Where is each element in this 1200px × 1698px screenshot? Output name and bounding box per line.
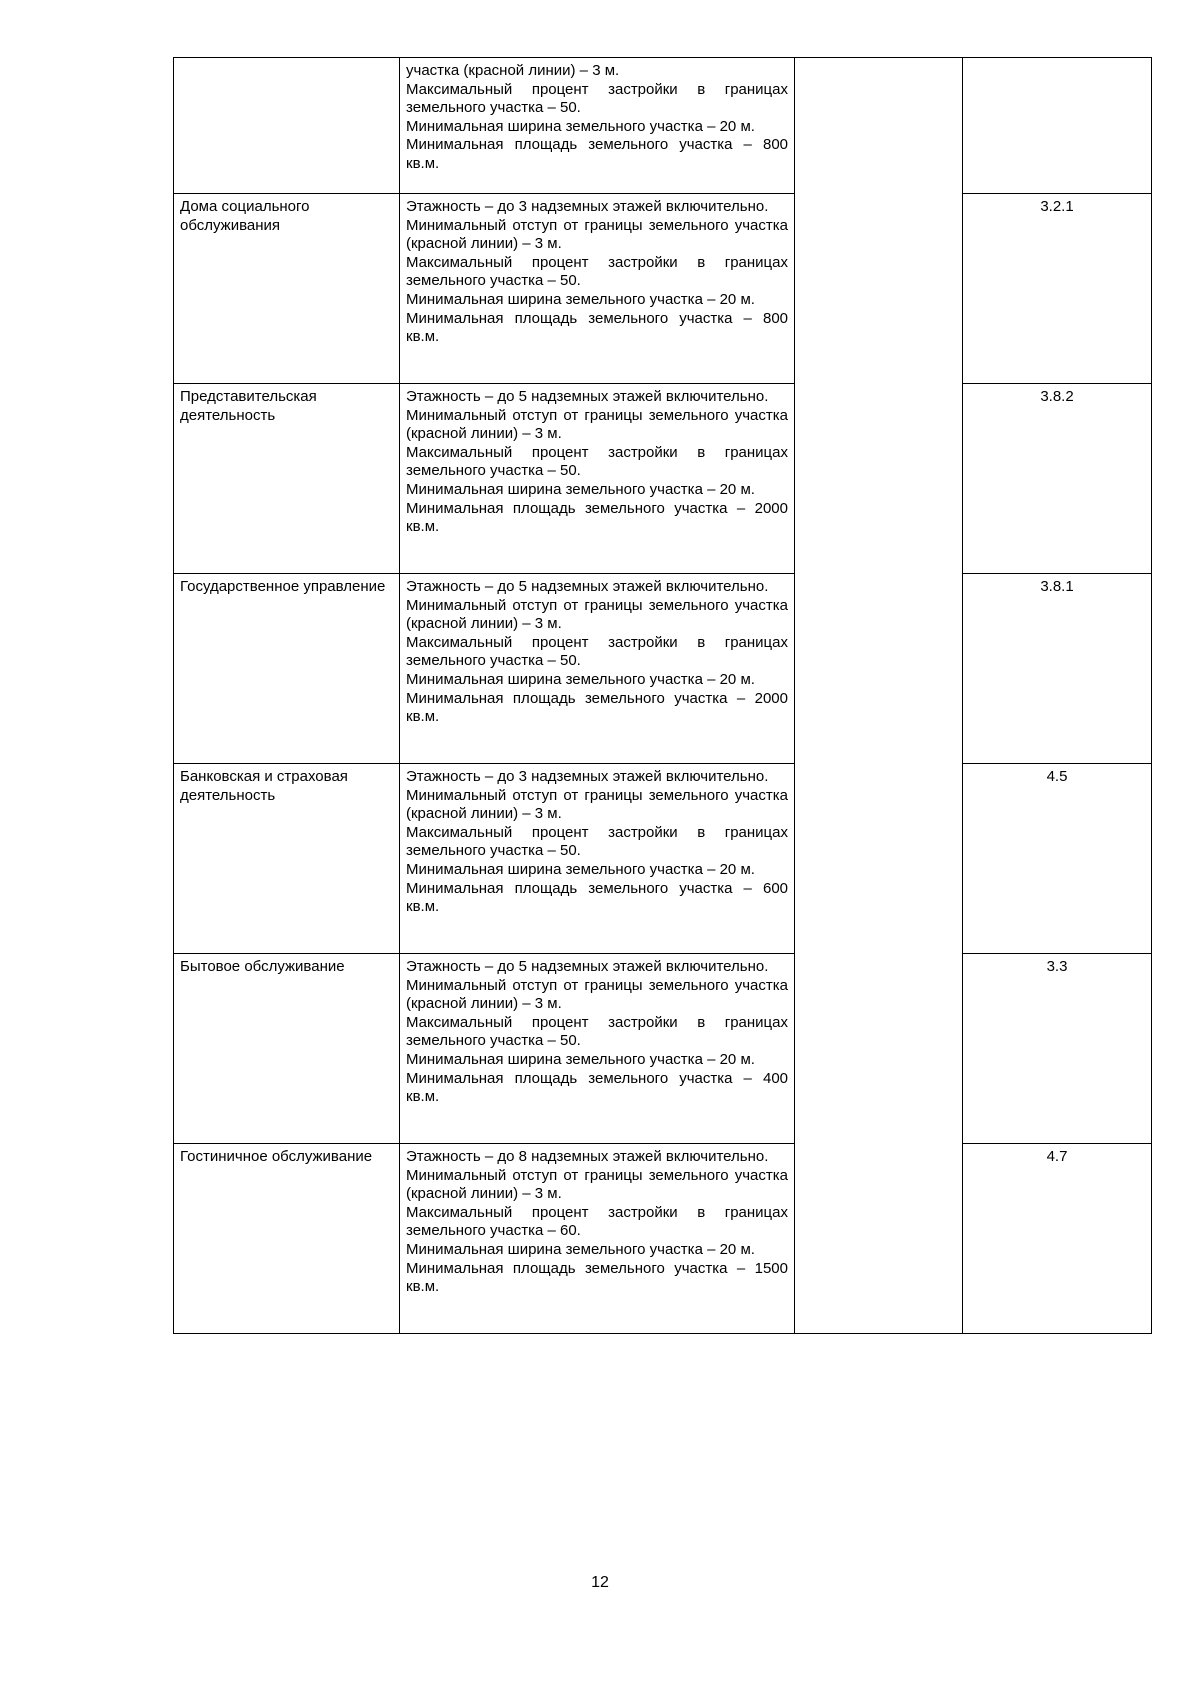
parameter-line: Этажность – до 3 надземных этажей включительно. <box>406 198 769 215</box>
parameters-cell <box>400 1144 795 1334</box>
parameter-line: Минимальная ширина земельного участка – 20 м. <box>406 290 755 308</box>
table-row <box>174 954 1152 1144</box>
parameter-line: Этажность – до 5 надземных этажей включительно. <box>406 958 769 975</box>
parameters-cell <box>400 574 795 764</box>
use-type-name: Дома социального обслуживания <box>174 194 400 384</box>
parameter-line: Минимальный отступ от границы земельного участка (красной линии) – 3 м. <box>406 786 788 823</box>
parameter-line: Минимальный отступ от границы земельного участка (красной линии) – 3 м. <box>406 596 788 633</box>
restrictions-cell <box>795 574 963 764</box>
parameter-line: Минимальная ширина земельного участка – 20 м. <box>406 860 755 878</box>
restrictions-cell <box>795 194 963 384</box>
parameter-line: Минимальный отступ от границы земельного участка (красной линии) – 3 м. <box>406 1166 788 1203</box>
table-row <box>174 764 1152 954</box>
parameters-cell <box>400 764 795 954</box>
use-type-code: 3.8.2 <box>963 384 1152 574</box>
parameter-line: Минимальная площадь земельного участка – 1500 кв.м. <box>406 1259 788 1296</box>
use-type-code: 4.7 <box>963 1144 1152 1334</box>
parameter-line: Минимальный отступ от границы земельного участка (красной линии) – 3 м. <box>406 406 788 443</box>
use-type-code: 4.5 <box>963 764 1152 954</box>
land-use-table <box>173 57 1152 1334</box>
parameters-cell <box>400 58 795 194</box>
parameter-line: Минимальная ширина земельного участка – 20 м. <box>406 480 755 498</box>
use-type-code: 3.2.1 <box>963 194 1152 384</box>
use-type-code: 3.8.1 <box>963 574 1152 764</box>
parameter-line: Минимальная площадь земельного участка – 2000 кв.м. <box>406 499 788 536</box>
parameters-cell <box>400 384 795 574</box>
parameter-line: Максимальный процент застройки в границах земельного участка – 50. <box>406 253 788 290</box>
parameter-line: Минимальная площадь земельного участка – 2000 кв.м. <box>406 689 788 726</box>
use-type-name: Государственное управление <box>174 574 400 764</box>
parameter-line: Этажность – до 5 надземных этажей включительно. <box>406 388 769 405</box>
use-type-name: Гостиничное обслуживание <box>174 1144 400 1334</box>
parameter-line: Минимальная ширина земельного участка – 20 м. <box>406 670 755 688</box>
parameter-line: Минимальная площадь земельного участка – 400 кв.м. <box>406 1069 788 1106</box>
parameter-line: Максимальный процент застройки в границах земельного участка – 50. <box>406 1013 788 1050</box>
table-row <box>174 384 1152 574</box>
parameter-line: Этажность – до 8 надземных этажей включительно. <box>406 1148 769 1165</box>
parameter-line: Минимальная ширина земельного участка – 20 м. <box>406 1240 755 1258</box>
table-row <box>174 1144 1152 1334</box>
table-row <box>174 194 1152 384</box>
parameter-line: Минимальный отступ от границы земельного участка (красной линии) – 3 м. <box>406 216 788 253</box>
restrictions-cell <box>795 1144 963 1334</box>
use-type-name: Банковская и страховая деятельность <box>174 764 400 954</box>
restrictions-cell <box>795 764 963 954</box>
restrictions-cell <box>795 954 963 1144</box>
parameter-line: Минимальный отступ от границы земельного участка (красной линии) – 3 м. <box>406 976 788 1013</box>
parameter-line: участка (красной линии) – 3 м. <box>406 62 620 79</box>
restrictions-cell <box>795 384 963 574</box>
use-type-code: 3.3 <box>963 954 1152 1144</box>
parameter-line: Максимальный процент застройки в границах земельного участка – 50. <box>406 80 788 117</box>
parameter-line: Минимальная площадь земельного участка – 800 кв.м. <box>406 136 788 172</box>
parameter-line: Минимальная ширина земельного участка – 20 м. <box>406 1050 755 1068</box>
parameter-line: Минимальная ширина земельного участка – 20 м. <box>406 117 755 135</box>
parameter-line: Максимальный процент застройки в границах земельного участка – 50. <box>406 443 788 480</box>
table-body <box>174 58 1152 1334</box>
use-type-code <box>963 58 1152 194</box>
use-type-name: Представительская деятельность <box>174 384 400 574</box>
parameter-line: Максимальный процент застройки в границах земельного участка – 60. <box>406 1203 788 1240</box>
parameter-line: Минимальная площадь земельного участка – 600 кв.м. <box>406 879 788 916</box>
page-number: 12 <box>591 1574 609 1591</box>
table-row <box>174 574 1152 764</box>
table-row <box>174 58 1152 194</box>
parameters-cell <box>400 194 795 384</box>
use-type-name: Бытовое обслуживание <box>174 954 400 1144</box>
parameters-cell <box>400 954 795 1144</box>
parameter-line: Минимальная площадь земельного участка – 800 кв.м. <box>406 309 788 346</box>
use-type-name <box>174 58 400 194</box>
parameter-line: Максимальный процент застройки в границах земельного участка – 50. <box>406 823 788 860</box>
parameter-line: Этажность – до 3 надземных этажей включительно. <box>406 768 769 785</box>
parameter-line: Этажность – до 5 надземных этажей включительно. <box>406 578 769 595</box>
restrictions-cell <box>795 58 963 194</box>
parameter-line: Максимальный процент застройки в границах земельного участка – 50. <box>406 633 788 670</box>
